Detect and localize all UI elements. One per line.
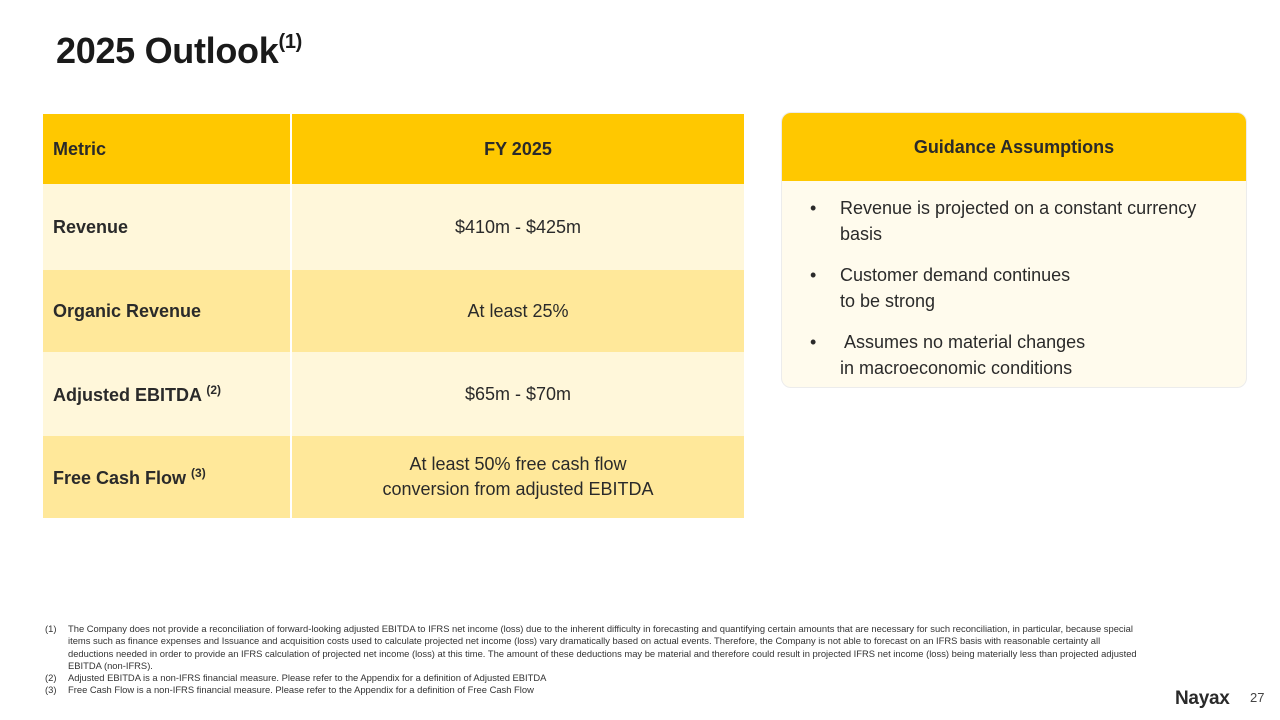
outlook-table bbox=[43, 114, 744, 518]
nayax-logo bbox=[1175, 688, 1230, 710]
list-item-line: Assumes no material changes bbox=[840, 332, 1086, 352]
table-header-row bbox=[43, 114, 744, 184]
list-item-line: in macroeconomic conditions bbox=[840, 358, 1073, 378]
list-item-line: to be strong bbox=[840, 291, 936, 311]
guidance-assumptions-panel bbox=[781, 112, 1247, 388]
footnote-text: Adjusted EBITDA is a non-IFRS financial measure. Please refer to the Appendix for a definition of Adjusted EBITDA bbox=[68, 672, 547, 684]
footnote-ref: (3) bbox=[191, 465, 206, 480]
metric-label: Organic Revenue bbox=[53, 300, 202, 321]
bullet-icon: • bbox=[810, 198, 817, 218]
page-title-text: 2025 Outlook bbox=[56, 30, 279, 71]
footnote-number: (1) bbox=[45, 623, 57, 634]
metric-name bbox=[43, 436, 291, 518]
table-row bbox=[43, 184, 744, 270]
value-line: $410m - $425m bbox=[454, 216, 582, 237]
footnote-number: (3) bbox=[45, 684, 57, 696]
table-row bbox=[43, 436, 744, 518]
metric-name bbox=[43, 184, 291, 270]
metric-name bbox=[43, 352, 291, 436]
page-title bbox=[56, 30, 302, 72]
metric-label: Free Cash Flow bbox=[53, 467, 187, 488]
guidance-list bbox=[782, 181, 1246, 381]
metric-label: Adjusted EBITDA bbox=[53, 384, 202, 405]
list-item bbox=[810, 195, 1228, 247]
footnote-3 bbox=[45, 684, 1145, 696]
list-item bbox=[810, 262, 1228, 314]
bullet-icon: • bbox=[810, 332, 817, 352]
footnote-ref: (2) bbox=[206, 382, 222, 397]
metric-name bbox=[43, 270, 291, 352]
metric-value bbox=[291, 352, 744, 436]
value-line: conversion from adjusted EBITDA bbox=[382, 479, 654, 499]
header-fy2025: FY 2025 bbox=[484, 138, 552, 159]
footnote-number: (2) bbox=[45, 672, 57, 684]
metric-label: Revenue bbox=[53, 216, 129, 237]
list-item bbox=[810, 329, 1228, 381]
page-number: 27 bbox=[1250, 690, 1265, 705]
page-title-footnote-ref: (1) bbox=[278, 31, 303, 53]
metric-value bbox=[291, 436, 744, 518]
bullet-icon: • bbox=[810, 265, 817, 285]
value-line: $65m - $70m bbox=[464, 383, 572, 404]
guidance-title: Guidance Assumptions bbox=[782, 113, 1246, 181]
header-metric: Metric bbox=[43, 114, 291, 184]
footnote-text: Free Cash Flow is a non-IFRS financial measure. Please refer to the Appendix for a definition of Free Cash Flow bbox=[68, 684, 534, 696]
metric-value bbox=[291, 270, 744, 352]
value-line: At least 25% bbox=[467, 300, 569, 321]
footnote-2 bbox=[45, 672, 1145, 684]
list-item-line: basis bbox=[840, 224, 883, 244]
list-item-line: Revenue is projected on a constant currency bbox=[840, 198, 1197, 218]
footnote-text: The Company does not provide a reconciliation of forward-looking adjusted EBITDA to IFRS net income (loss) due to the inherent difficulty in forecasting and quantifying certain amounts that are necessary for such reconciliation, in particular, because special items such as finance expenses and Issuance and acquisition costs used to calculate projected net income (loss) vary dramatically based on actual events. Therefore, the Company is not able to forecast on an IFRS basis with reasonable certainty all deductions needed in order to provide an IFRS calculation of projected net income (loss) at this time. The amount of these deductions may be material and therefore could result in projected IFRS net income (loss) being materially less than projected adjusted EBITDA (non-IFRS). bbox=[68, 623, 1137, 671]
footnote-1 bbox=[45, 623, 1145, 672]
logo-text: Nayax bbox=[1175, 688, 1230, 709]
list-item-line: Customer demand continues bbox=[840, 265, 1071, 285]
table-row bbox=[43, 352, 744, 436]
value-line: At least 50% free cash flow bbox=[409, 454, 627, 474]
footnotes bbox=[45, 623, 1145, 697]
metric-value bbox=[291, 184, 744, 270]
table-row bbox=[43, 270, 744, 352]
